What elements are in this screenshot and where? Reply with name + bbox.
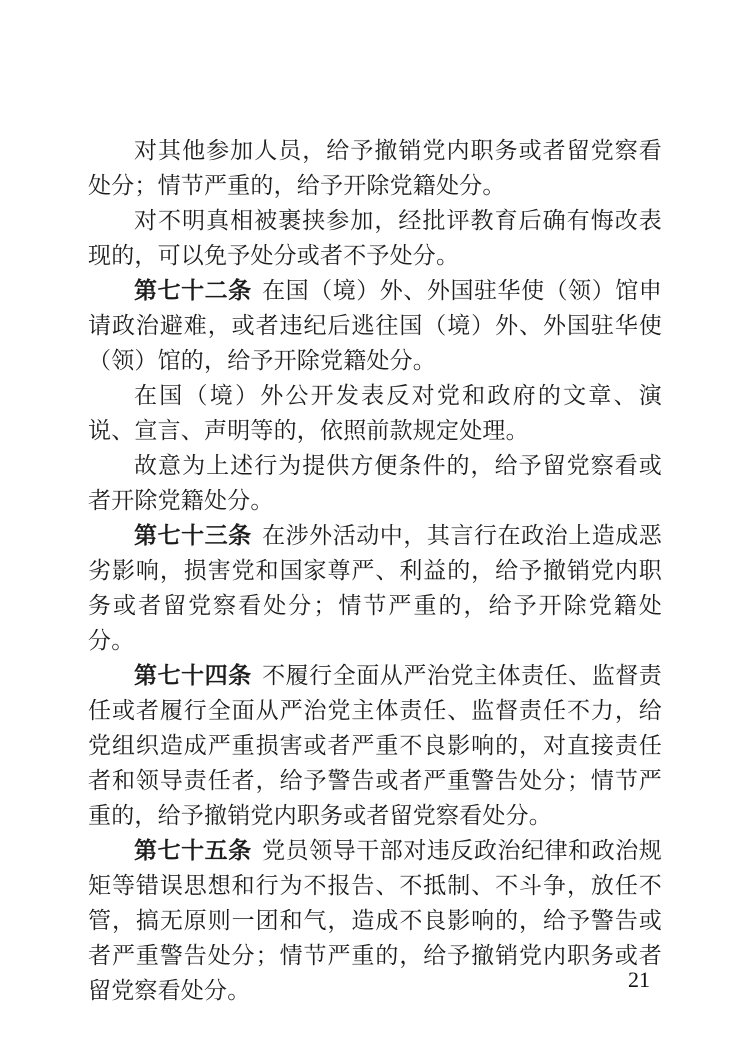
article-number: 第七十五条 (134, 838, 252, 863)
paragraph-text: 党员领导干部对违反政治纪律和政治规矩等错误思想和行为不报告、不抵制、不斗争，放任不管，搞无原则一团和气，造成不良影响的，给予警告或者严重警告处分；情节严重的，给予撤销党内职务或者留党察看处分。 (88, 838, 663, 1003)
paragraph (88, 378, 662, 448)
document-body (88, 133, 662, 1008)
paragraph (88, 448, 662, 518)
paragraph-text: 在涉外活动中，其言行在政治上造成恶劣影响，损害党和国家尊严、利益的，给予撤销党内职务或者留党察看处分；情节严重的，给予开除党籍处分。 (88, 523, 663, 653)
paragraph-text: 不履行全面从严治党主体责任、监督责任或者履行全面从严治党主体责任、监督责任不力，给党组织造成严重损害或者严重不良影响的，对直接责任者和领导责任者，给予警告或者严重警告处分；情节严重的，给予撤销党内职务或者留党察看处分。 (88, 663, 663, 828)
article-paragraph-75 (88, 833, 662, 1008)
paragraph-text: 对不明真相被裹挟参加，经批评教育后确有悔改表现的，可以免予处分或者不予处分。 (88, 208, 662, 268)
paragraph (88, 133, 662, 203)
article-number: 第七十二条 (134, 278, 252, 303)
paragraph-text: 对其他参加人员，给予撤销党内职务或者留党察看处分；情节严重的，给予开除党籍处分。 (88, 138, 662, 198)
article-paragraph-72 (88, 273, 662, 378)
article-number: 第七十四条 (134, 663, 252, 688)
article-paragraph-74 (88, 658, 662, 833)
article-paragraph-73 (88, 518, 662, 658)
page-number: 21 (628, 967, 650, 992)
paragraph-text: 在国（境）外、外国驻华使（领）馆申请政治避难，或者违纪后逃往国（境）外、外国驻华使（领）馆的，给予开除党籍处分。 (88, 278, 663, 373)
paragraph-text: 在国（境）外公开发表反对党和政府的文章、演说、宣言、声明等的，依照前款规定处理。 (88, 383, 662, 443)
paragraph (88, 203, 662, 273)
paragraph-text: 故意为上述行为提供方便条件的，给予留党察看或者开除党籍处分。 (88, 453, 662, 513)
article-number: 第七十三条 (134, 523, 252, 548)
